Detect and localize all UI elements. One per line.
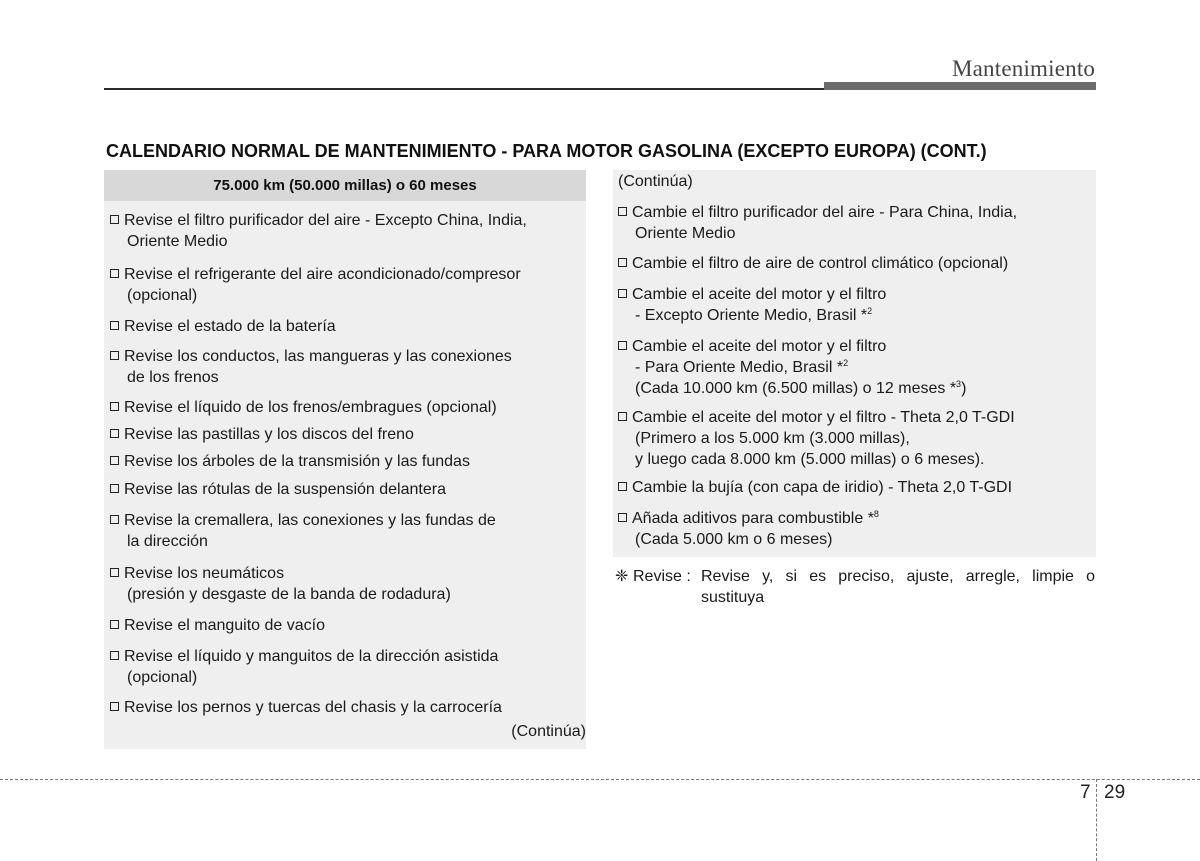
list-item: Cambie el filtro purificador del aire - Para China, India, Oriente Medio	[618, 202, 1017, 244]
continues-label: (Continúa)	[511, 723, 586, 740]
section-title: Mantenimiento	[952, 56, 1096, 81]
list-item: Revise el refrigerante del aire acondicionado/compresor (opcional)	[110, 264, 521, 306]
checkbox-icon	[110, 620, 119, 629]
checkbox-icon	[110, 515, 119, 524]
list-item: Cambie el aceite del motor y el filtro - Para Oriente Medio, Brasil *$^2$ (Cada 10.000 km (6.500 millas) o 12 meses *$^3$)	[618, 336, 966, 399]
list-item: Revise los neumáticos (presión y desgaste de la banda de rodadura)	[110, 563, 451, 605]
list-item: Revise el estado de la batería	[110, 316, 336, 337]
checkbox-icon	[110, 429, 119, 438]
list-item: Revise el líquido de los frenos/embragues (opcional)	[110, 397, 497, 418]
checkbox-icon	[618, 289, 627, 298]
checkbox-icon	[618, 341, 627, 350]
page-heading: CALENDARIO NORMAL DE MANTENIMIENTO - PARA MOTOR GASOLINA (EXCEPTO EUROPA) (CONT.)	[106, 141, 987, 161]
list-item: Revise el líquido y manguitos de la dirección asistida (opcional)	[110, 646, 498, 688]
continued-label: (Continúa)	[618, 173, 693, 190]
checkbox-icon	[618, 482, 627, 491]
header-rule	[104, 88, 824, 90]
maintenance-table-left	[104, 170, 586, 749]
note-definition: Revise y, si es preciso, ajuste, arregle, limpie o sustituya	[701, 568, 1095, 606]
list-item: Cambie la bujía (con capa de iridio) - Theta 2,0 T-GDI	[618, 477, 1012, 498]
footer-vertical-divider	[1096, 779, 1097, 861]
list-item: Cambie el aceite del motor y el filtro - Excepto Oriente Medio, Brasil *$^2$	[618, 284, 886, 326]
checklist-left	[104, 201, 586, 749]
checkbox-icon	[110, 269, 119, 278]
list-item: Revise la cremallera, las conexiones y las fundas de la dirección	[110, 510, 496, 552]
chapter-number: 7	[1080, 782, 1091, 803]
maintenance-table-right	[613, 170, 1096, 557]
note-symbol-icon: ❈	[615, 568, 629, 585]
checkbox-icon	[110, 484, 119, 493]
header-rule-accent	[824, 82, 1096, 90]
list-item: Revise los árboles de la transmisión y las fundas	[110, 451, 470, 472]
list-item: Revise el filtro purificador del aire - Excepto China, India, Oriente Medio	[110, 210, 527, 252]
list-item: Revise las pastillas y los discos del freno	[110, 424, 414, 445]
checkbox-icon	[618, 412, 627, 421]
checkbox-icon	[110, 351, 119, 360]
checkbox-icon	[110, 651, 119, 660]
checkbox-icon	[618, 207, 627, 216]
list-item: Cambie el aceite del motor y el filtro - Theta 2,0 T-GDI (Primero a los 5.000 km (3.000 millas), y luego cada 8.000 km (5.000 millas) o 6 meses).	[618, 407, 1015, 470]
list-item: Revise los conductos, las mangueras y las conexiones de los frenos	[110, 346, 512, 388]
checkbox-icon	[110, 702, 119, 711]
checkbox-icon	[110, 456, 119, 465]
footer-divider	[0, 779, 1200, 780]
list-item: Revise las rótulas de la suspensión delantera	[110, 479, 446, 500]
list-item: Revise el manguito de vacío	[110, 615, 325, 636]
checkbox-icon	[110, 568, 119, 577]
page-number: 29	[1104, 782, 1126, 803]
list-item: Cambie el filtro de aire de control climático (opcional)	[618, 253, 1008, 274]
checkbox-icon	[110, 215, 119, 224]
checkbox-icon	[110, 321, 119, 330]
list-item: Añada aditivos para combustible *$^8$ (Cada 5.000 km o 6 meses)	[618, 508, 879, 550]
checkbox-icon	[618, 258, 627, 267]
checkbox-icon	[618, 513, 627, 522]
list-item: Revise los pernos y tuercas del chasis y la carrocería	[110, 697, 502, 718]
checkbox-icon	[110, 402, 119, 411]
interval-header: 75.000 km (50.000 millas) o 60 meses	[104, 170, 586, 201]
note-term: Revise :	[633, 568, 691, 585]
